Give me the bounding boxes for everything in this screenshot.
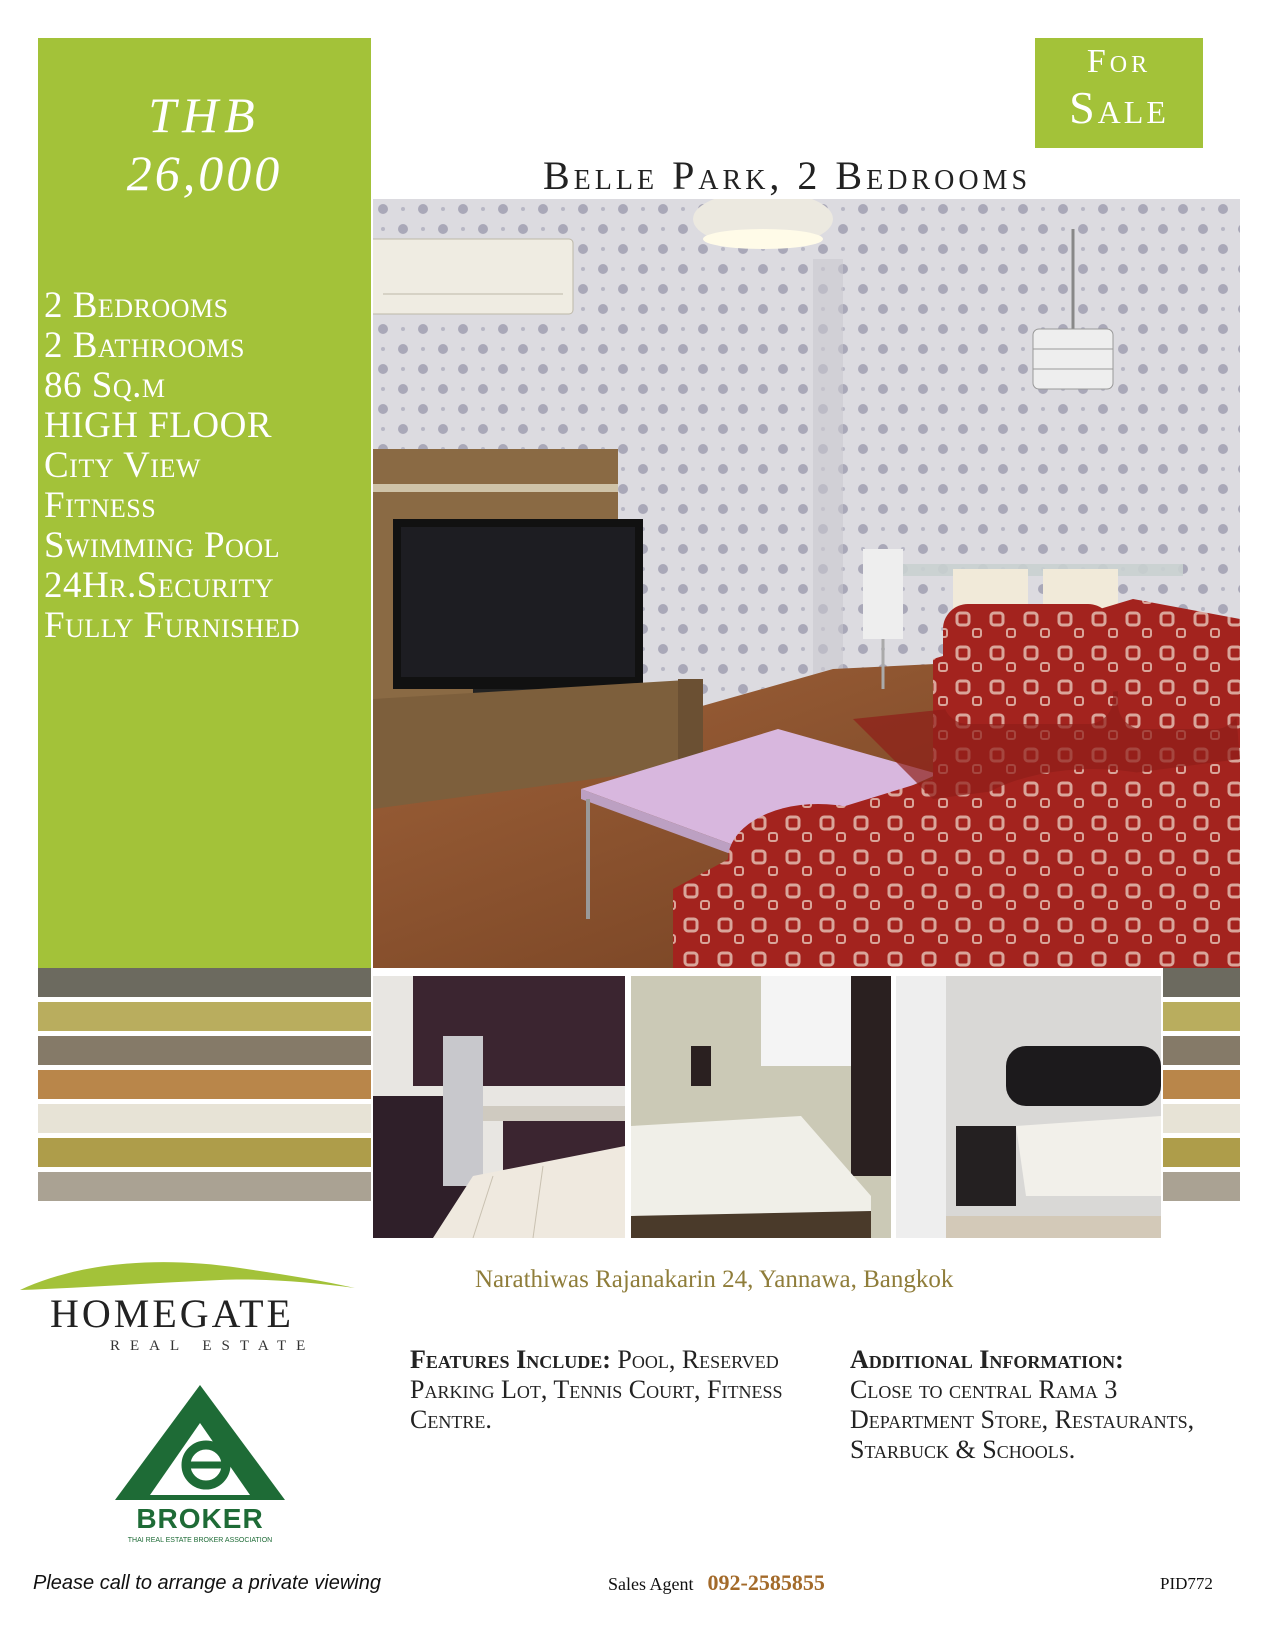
broker-name: BROKER [136,1503,264,1534]
color-swatch [1163,1070,1240,1099]
feature-item: 2 Bathrooms [44,325,245,366]
feature-item: Swimming Pool [44,525,280,566]
main-living-room-photo [373,199,1240,968]
color-swatch [38,1002,371,1031]
second-bedroom-photo [896,976,1161,1238]
sales-agent [608,1570,825,1596]
additional-heading: Additional Information: [850,1345,1124,1374]
broker-triangle-icon [110,1385,290,1503]
feature-item: 86 Sq.m [44,365,166,406]
color-swatch [38,1172,371,1201]
feature-item: City View [44,445,201,486]
feature-item: 2 Bedrooms [44,285,229,326]
sales-agent-label: Sales Agent [608,1574,694,1594]
color-swatch [1163,1104,1240,1133]
homegate-logo [20,1258,360,1358]
homegate-name: HOMEGATE [50,1291,294,1336]
feature-item: Fully Furnished [44,605,301,646]
color-swatch [1163,968,1240,997]
viewing-note: Please call to arrange a private viewing [33,1572,381,1594]
feature-item: 24Hr.Security [44,565,275,606]
kitchen-photo [373,976,625,1238]
for-sale-line1: For [1086,43,1152,80]
additional-text: Close to central Rama 3 Department Store, Restaurants, Starbuck & Schools. [850,1375,1195,1464]
bedroom-photo [631,976,891,1238]
price-feature-panel [38,38,371,968]
sales-agent-phone[interactable]: 092-2585855 [707,1570,825,1595]
additional-info-block [850,1345,1235,1465]
price-amount: 26,000 [126,145,283,201]
feature-list [44,286,300,646]
color-swatch [1163,1036,1240,1065]
color-swatch [1163,1172,1240,1201]
property-id: PID772 [1160,1574,1213,1593]
homegate-subtitle: REAL ESTATE [110,1338,316,1354]
color-swatch [1163,1002,1240,1031]
features-include-block [410,1345,830,1435]
color-swatch [38,1036,371,1065]
color-swatch [1163,1138,1240,1167]
color-swatch [38,1138,371,1167]
broker-logo [110,1385,290,1565]
features-heading: Features Include: [410,1345,611,1374]
feature-item: Fitness [44,485,157,526]
feature-item: HIGH FLOOR [44,405,273,446]
property-address: Narathiwas Rajanakarin 24, Yannawa, Bangkok [475,1266,954,1293]
color-swatch [38,1104,371,1133]
price-currency: THB [148,87,261,143]
listing-title: Belle Park, 2 Bedrooms [542,153,1032,198]
color-swatch [38,968,371,997]
for-sale-line2: Sale [1069,82,1169,133]
features-text: Pool, Reserved Parking Lot, Tennis Court, Fitness Centre. [410,1345,783,1434]
color-swatch [38,1070,371,1099]
broker-subtitle: THAI REAL ESTATE BROKER ASSOCIATION [127,1537,273,1544]
for-sale-badge [1035,38,1203,148]
